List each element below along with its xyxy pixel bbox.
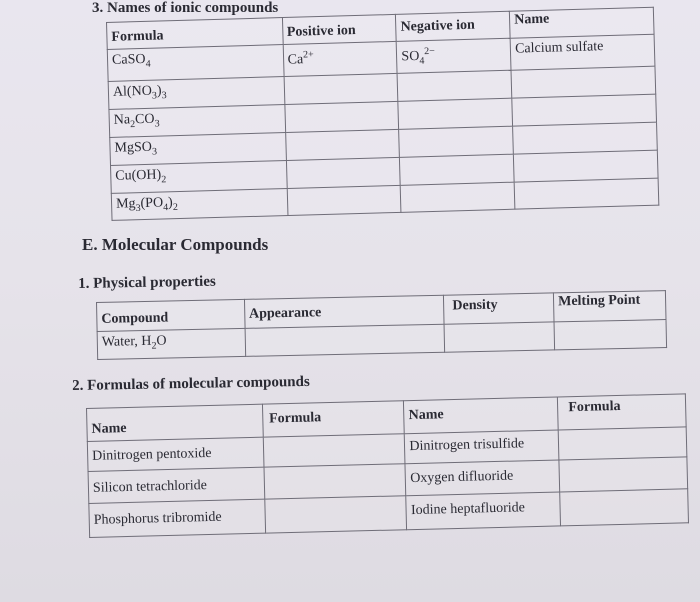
melting-point-cell[interactable] (554, 320, 666, 350)
positive-ion-cell[interactable] (286, 157, 401, 188)
negative-ion-cell[interactable] (397, 71, 512, 102)
positive-ion-cell[interactable] (284, 102, 399, 133)
section-1-title: 1. Physical properties (78, 273, 216, 292)
appearance-header: Appearance (244, 295, 444, 328)
formula-cell[interactable] (263, 434, 405, 467)
negative-ion-cell[interactable] (401, 182, 516, 213)
formula-cell[interactable] (558, 427, 686, 460)
section-2-title: 2. Formulas of molecular compounds (72, 373, 310, 394)
formula-cell[interactable] (265, 496, 407, 533)
name-header-right: Name (404, 397, 559, 434)
negative-ion-cell: $SO_4^{2-}$ (396, 38, 511, 74)
formula-header-left: Formula (262, 401, 404, 437)
compound-name-cell: Oxygen difluoride (405, 460, 560, 496)
compound-header: Compound (97, 299, 245, 331)
negative-ion-header: Negative ion (396, 11, 511, 41)
formula-cell: $Cu(OH)_2$ (111, 160, 287, 193)
physical-properties-table (96, 290, 667, 360)
melting-point-header: Melting Point (553, 291, 666, 322)
positive-ion-header: Positive ion (282, 14, 397, 44)
formula-header-right: Formula (558, 394, 687, 430)
density-header: Density (444, 293, 554, 324)
positive-ion-cell[interactable] (285, 129, 400, 160)
formula-cell: CaSO$_4$ (107, 45, 283, 82)
name-cell[interactable] (514, 178, 659, 210)
density-cell[interactable] (444, 322, 554, 352)
formula-cell[interactable] (559, 457, 687, 492)
compound-name-cell: Dinitrogen trisulfide (405, 430, 560, 464)
formula-cell[interactable] (560, 489, 689, 526)
positive-ion-cell: $Ca^{2+}$ (283, 41, 398, 77)
name-header-left: Name (87, 404, 264, 441)
negative-ion-cell[interactable] (400, 154, 515, 185)
appearance-cell[interactable] (245, 324, 445, 356)
name-cell[interactable] (513, 122, 658, 154)
formula-cell: $Al(NO_3)_3$ (108, 77, 284, 110)
section-e-title: E. Molecular Compounds (82, 235, 269, 254)
name-header: Name (510, 7, 654, 38)
section-3-title: 3. Names of ionic compounds (92, 0, 279, 16)
molecular-formulas-table (86, 393, 689, 538)
positive-ion-cell[interactable] (284, 74, 399, 105)
negative-ion-cell[interactable] (398, 98, 513, 129)
compound-cell: Water, $H_2O$ (97, 328, 245, 359)
name-cell[interactable] (514, 150, 659, 182)
positive-ion-cell[interactable] (287, 185, 402, 216)
negative-ion-cell[interactable] (399, 126, 514, 157)
compound-name-cell: Iodine heptafluoride (406, 492, 561, 530)
formula-cell: $Mg_3(PO_4)_2$ (111, 188, 287, 221)
compound-name-cell: Dinitrogen pentoxide (87, 437, 263, 471)
formula-cell[interactable] (264, 464, 406, 499)
name-cell[interactable] (511, 67, 656, 99)
name-cell[interactable] (512, 94, 657, 126)
name-cell: Calcium sulfate (510, 34, 655, 70)
formula-header: Formula (107, 18, 283, 50)
compound-name-cell: Phosphorus tribromide (89, 499, 266, 537)
formula-cell: $Na_2CO_3$ (109, 105, 285, 138)
compound-name-cell: Silicon tetrachloride (88, 467, 265, 503)
formula-cell: MgSO$_3$ (110, 133, 286, 166)
ionic-compounds-table (106, 7, 659, 222)
